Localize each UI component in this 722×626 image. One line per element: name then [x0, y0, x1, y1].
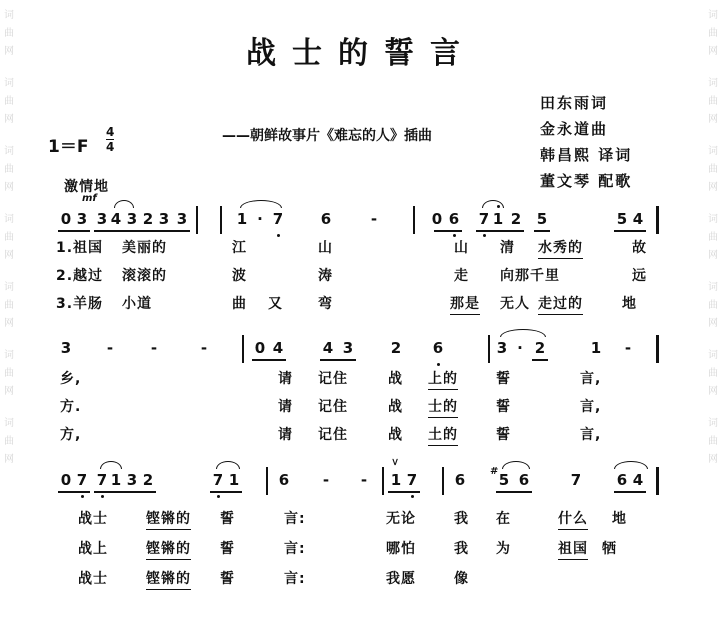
- lyric-word: 在: [496, 511, 511, 527]
- lyric-word: 山: [318, 240, 333, 256]
- lyric-word: 士的: [428, 398, 458, 418]
- note: 7: [478, 210, 490, 228]
- notation-line-2: [56, 333, 662, 367]
- note: -: [322, 471, 330, 489]
- lyric-word: 记住: [318, 427, 348, 443]
- lyric-word: 波: [232, 268, 247, 284]
- octave-dot-below: [437, 363, 440, 366]
- lyrics-verse-1-line-2: [56, 368, 662, 392]
- note: -: [200, 339, 208, 357]
- watermark-char: 词: [4, 78, 14, 89]
- lyric-word: 小道: [122, 296, 152, 312]
- watermark-char: 曲: [708, 436, 718, 447]
- watermark-char: 词: [708, 214, 718, 225]
- lyrics-verse-1-line-1: [56, 237, 662, 261]
- note: 3: [76, 210, 88, 228]
- note: 3: [496, 339, 508, 357]
- lyric-word: 言:: [284, 541, 306, 557]
- note: 3: [342, 339, 354, 357]
- lyric-word: 走过的: [538, 295, 583, 315]
- watermark-char: 网: [708, 46, 718, 57]
- lyric-word: 为: [496, 541, 511, 557]
- note: 1: [590, 339, 602, 357]
- lyric-word: 上的: [428, 370, 458, 390]
- lyric-word: 涛: [318, 268, 333, 284]
- lyric-word: 誓: [220, 541, 235, 557]
- note: 7: [406, 471, 418, 489]
- watermark-char: 词: [708, 282, 718, 293]
- note: 3: [60, 339, 72, 357]
- watermark-char: 词: [4, 418, 14, 429]
- watermark-char: 网: [4, 182, 14, 193]
- lyric-word: 乡,: [60, 371, 82, 387]
- watermark-char: 网: [708, 318, 718, 329]
- tempo-marking: 激情地: [64, 179, 109, 195]
- barline: [196, 206, 198, 234]
- octave-dot-below: [81, 495, 84, 498]
- note: 5: [616, 210, 628, 228]
- beam-underline: [210, 491, 242, 493]
- barline: [442, 467, 444, 495]
- lyric-word: 记住: [318, 371, 348, 387]
- note: 7: [96, 471, 108, 489]
- lyric-word: 又: [268, 296, 283, 312]
- octave-dot-below: [411, 495, 414, 498]
- watermark-char: 词: [708, 78, 718, 89]
- lyric-word: 铿锵的: [146, 510, 191, 530]
- note: 6: [518, 471, 530, 489]
- note: 4: [632, 210, 644, 228]
- barline: [656, 467, 659, 495]
- note: -: [360, 471, 368, 489]
- lyrics-verse-3-line-1: [56, 293, 662, 317]
- watermark-right: [706, 0, 720, 626]
- lyric-word: 清: [500, 240, 515, 256]
- barline: [220, 206, 222, 234]
- beam-underline: [614, 491, 646, 493]
- note: -: [370, 210, 378, 228]
- note: 0: [60, 210, 72, 228]
- beam-underline: [496, 491, 532, 493]
- lyric-word: 山: [454, 240, 469, 256]
- beam-underline: [94, 491, 156, 493]
- song-subtitle: ——朝鲜故事片《难忘的人》插曲: [222, 128, 432, 144]
- watermark-char: 曲: [708, 368, 718, 379]
- note: 2: [142, 210, 154, 228]
- lyric-word: 地: [612, 511, 627, 527]
- barline: [266, 467, 268, 495]
- lyric-word: 地: [622, 296, 637, 312]
- note: 6: [454, 471, 466, 489]
- lyric-word: 请: [278, 399, 293, 415]
- note: 3: [176, 210, 188, 228]
- lyric-word: 言,: [580, 427, 602, 443]
- lyric-word: 战上: [78, 541, 108, 557]
- note: 6: [616, 471, 628, 489]
- lyric-word: 言:: [284, 571, 306, 587]
- watermark-char: 曲: [4, 28, 14, 39]
- lyric-word: 弯: [318, 296, 333, 312]
- note: 2: [142, 471, 154, 489]
- lyric-word: 言,: [580, 371, 602, 387]
- slur-arc: [502, 461, 530, 469]
- watermark-char: 网: [708, 454, 718, 465]
- lyric-word: 方.: [60, 399, 82, 415]
- watermark-char: 网: [708, 182, 718, 193]
- watermark-char: 词: [708, 146, 718, 157]
- watermark-char: 曲: [708, 232, 718, 243]
- watermark-char: 曲: [708, 164, 718, 175]
- lyric-word: 战: [388, 399, 403, 415]
- watermark-char: 网: [708, 250, 718, 261]
- lyric-word: 铿锵的: [146, 540, 191, 560]
- lyrics-verse-1-line-3: [56, 508, 662, 532]
- lyric-word: 誓: [496, 399, 511, 415]
- lyric-word: 2.越过: [56, 268, 104, 284]
- lyric-word: 走: [454, 268, 469, 284]
- watermark-char: 词: [4, 350, 14, 361]
- note: 2: [534, 339, 546, 357]
- note: -: [106, 339, 114, 357]
- note: 6: [432, 339, 444, 357]
- watermark-char: 词: [708, 418, 718, 429]
- lyric-word: 言:: [284, 511, 306, 527]
- note: 2: [510, 210, 522, 228]
- lyric-word: 牺: [602, 541, 617, 557]
- lyrics-verse-2-line-2: [56, 396, 662, 420]
- barline: [413, 206, 415, 234]
- lyric-word: 什么: [558, 510, 588, 530]
- accent-mark: >: [389, 457, 401, 467]
- note: 1: [228, 471, 240, 489]
- note: -: [150, 339, 158, 357]
- beam-underline: [320, 359, 356, 361]
- watermark-char: 词: [708, 350, 718, 361]
- sharp-sign: #: [490, 466, 499, 477]
- lyric-word: 那是: [450, 295, 480, 315]
- notation-line-1: [56, 204, 662, 238]
- note: 5: [498, 471, 510, 489]
- beam-underline: [476, 230, 524, 232]
- barline: [382, 467, 384, 495]
- lyric-word: 滚滚的: [122, 268, 167, 284]
- lyric-word: 无论: [386, 511, 416, 527]
- credit-composer: 金永道曲: [540, 120, 609, 138]
- lyric-word: 记住: [318, 399, 348, 415]
- lyric-word: 土的: [428, 426, 458, 446]
- watermark-char: 曲: [4, 436, 14, 447]
- note: 6: [448, 210, 460, 228]
- slur-arc: [240, 200, 282, 208]
- slur-arc: [614, 461, 648, 469]
- lyric-word: 祖国: [558, 540, 588, 560]
- beam-underline: [534, 230, 550, 232]
- lyrics-verse-3-line-3: [56, 568, 662, 592]
- beam-underline: [58, 491, 90, 493]
- note: 1: [110, 471, 122, 489]
- lyric-word: 誓: [220, 571, 235, 587]
- lyric-word: 远: [632, 268, 647, 284]
- lyric-word: 无人: [500, 296, 530, 312]
- octave-dot-below: [101, 495, 104, 498]
- lyric-word: 请: [278, 371, 293, 387]
- lyric-word: 请: [278, 427, 293, 443]
- note: 0: [254, 339, 266, 357]
- barline: [488, 335, 490, 363]
- note: ·: [517, 339, 523, 357]
- watermark-char: 曲: [708, 28, 718, 39]
- watermark-char: 网: [708, 114, 718, 125]
- lyric-word: 我: [454, 511, 469, 527]
- watermark-char: 网: [4, 454, 14, 465]
- watermark-char: 词: [4, 282, 14, 293]
- lyric-word: 像: [454, 571, 469, 587]
- watermark-char: 词: [4, 214, 14, 225]
- note: 4: [632, 471, 644, 489]
- lyric-word: 战: [388, 371, 403, 387]
- notation-line-3: [56, 457, 662, 499]
- lyric-word: 3.羊肠: [56, 296, 104, 312]
- note: 4: [322, 339, 334, 357]
- slur-arc: [500, 329, 546, 337]
- lyric-word: 誓: [220, 511, 235, 527]
- slur-arc: [216, 461, 240, 469]
- note: 7: [76, 471, 88, 489]
- beam-underline: [58, 230, 90, 232]
- watermark-char: 词: [708, 10, 718, 21]
- note: 6: [278, 471, 290, 489]
- lyric-word: 曲: [232, 296, 247, 312]
- lyric-word: 方,: [60, 427, 82, 443]
- note: -: [624, 339, 632, 357]
- note: 5: [536, 210, 548, 228]
- lyric-word: 战: [388, 427, 403, 443]
- watermark-char: 曲: [4, 164, 14, 175]
- note: 4: [110, 210, 122, 228]
- lyric-word: 言,: [580, 399, 602, 415]
- time-signature-top: 4: [106, 125, 115, 139]
- lyric-word: 向那千里: [500, 268, 560, 284]
- watermark-char: 网: [708, 386, 718, 397]
- lyrics-verse-2-line-1: [56, 265, 662, 289]
- watermark-char: 曲: [4, 368, 14, 379]
- note: 0: [431, 210, 443, 228]
- beam-underline: [388, 491, 420, 493]
- beam-underline: [614, 230, 646, 232]
- lyric-word: 故: [632, 240, 647, 256]
- note: 3: [96, 210, 108, 228]
- note: 3: [158, 210, 170, 228]
- lyrics-verse-2-line-3: [56, 538, 662, 562]
- watermark-left: [2, 0, 16, 626]
- lyric-word: 1.祖国: [56, 240, 104, 256]
- note: 7: [212, 471, 224, 489]
- beam-underline: [94, 230, 190, 232]
- time-signature-bottom: 4: [106, 140, 115, 154]
- slur-arc: [100, 461, 122, 469]
- credit-lyricist: 田东雨词: [540, 94, 609, 112]
- time-signature: [106, 126, 114, 153]
- note: 0: [60, 471, 72, 489]
- note: 3: [126, 471, 138, 489]
- note: 7: [570, 471, 582, 489]
- watermark-char: 曲: [4, 232, 14, 243]
- lyrics-verse-3-line-2: [56, 424, 662, 448]
- note: 3: [126, 210, 138, 228]
- key-signature: 1＝F: [48, 137, 89, 157]
- note: 4: [272, 339, 284, 357]
- watermark-char: 曲: [708, 300, 718, 311]
- watermark-char: 曲: [4, 96, 14, 107]
- lyric-word: 铿锵的: [146, 570, 191, 590]
- barline: [242, 335, 244, 363]
- lyric-word: 誓: [496, 371, 511, 387]
- note: 2: [390, 339, 402, 357]
- dynamic-marking: mf: [82, 193, 97, 204]
- watermark-char: 网: [4, 250, 14, 261]
- credit-translator: 韩昌熙 译词: [540, 146, 633, 164]
- lyric-word: 江: [232, 240, 247, 256]
- watermark-char: 网: [4, 114, 14, 125]
- beam-underline: [252, 359, 286, 361]
- note: 1: [236, 210, 248, 228]
- lyric-word: 战士: [78, 571, 108, 587]
- lyric-word: 水秀的: [538, 239, 583, 259]
- octave-dot-below: [217, 495, 220, 498]
- credit-arranger: 董文琴 配歌: [540, 172, 633, 190]
- note: ·: [257, 210, 263, 228]
- barline: [656, 335, 659, 363]
- watermark-char: 词: [4, 146, 14, 157]
- note: 1: [390, 471, 402, 489]
- watermark-char: 曲: [4, 300, 14, 311]
- watermark-char: 网: [4, 386, 14, 397]
- watermark-char: 曲: [708, 96, 718, 107]
- watermark-char: 网: [4, 46, 14, 57]
- lyric-word: 美丽的: [122, 240, 167, 256]
- barline: [656, 206, 659, 234]
- lyric-word: 我愿: [386, 571, 416, 587]
- note: 1: [492, 210, 504, 228]
- slur-arc: [482, 200, 504, 208]
- lyric-word: 战士: [78, 511, 108, 527]
- beam-underline: [532, 359, 548, 361]
- watermark-char: 网: [4, 318, 14, 329]
- beam-underline: [434, 230, 462, 232]
- slur-arc: [114, 200, 134, 208]
- note: 6: [320, 210, 332, 228]
- lyric-word: 哪怕: [386, 541, 416, 557]
- watermark-char: 词: [4, 10, 14, 21]
- lyric-word: 誓: [496, 427, 511, 443]
- song-title: 战士的誓言: [246, 36, 476, 71]
- lyric-word: 我: [454, 541, 469, 557]
- note: 7: [272, 210, 284, 228]
